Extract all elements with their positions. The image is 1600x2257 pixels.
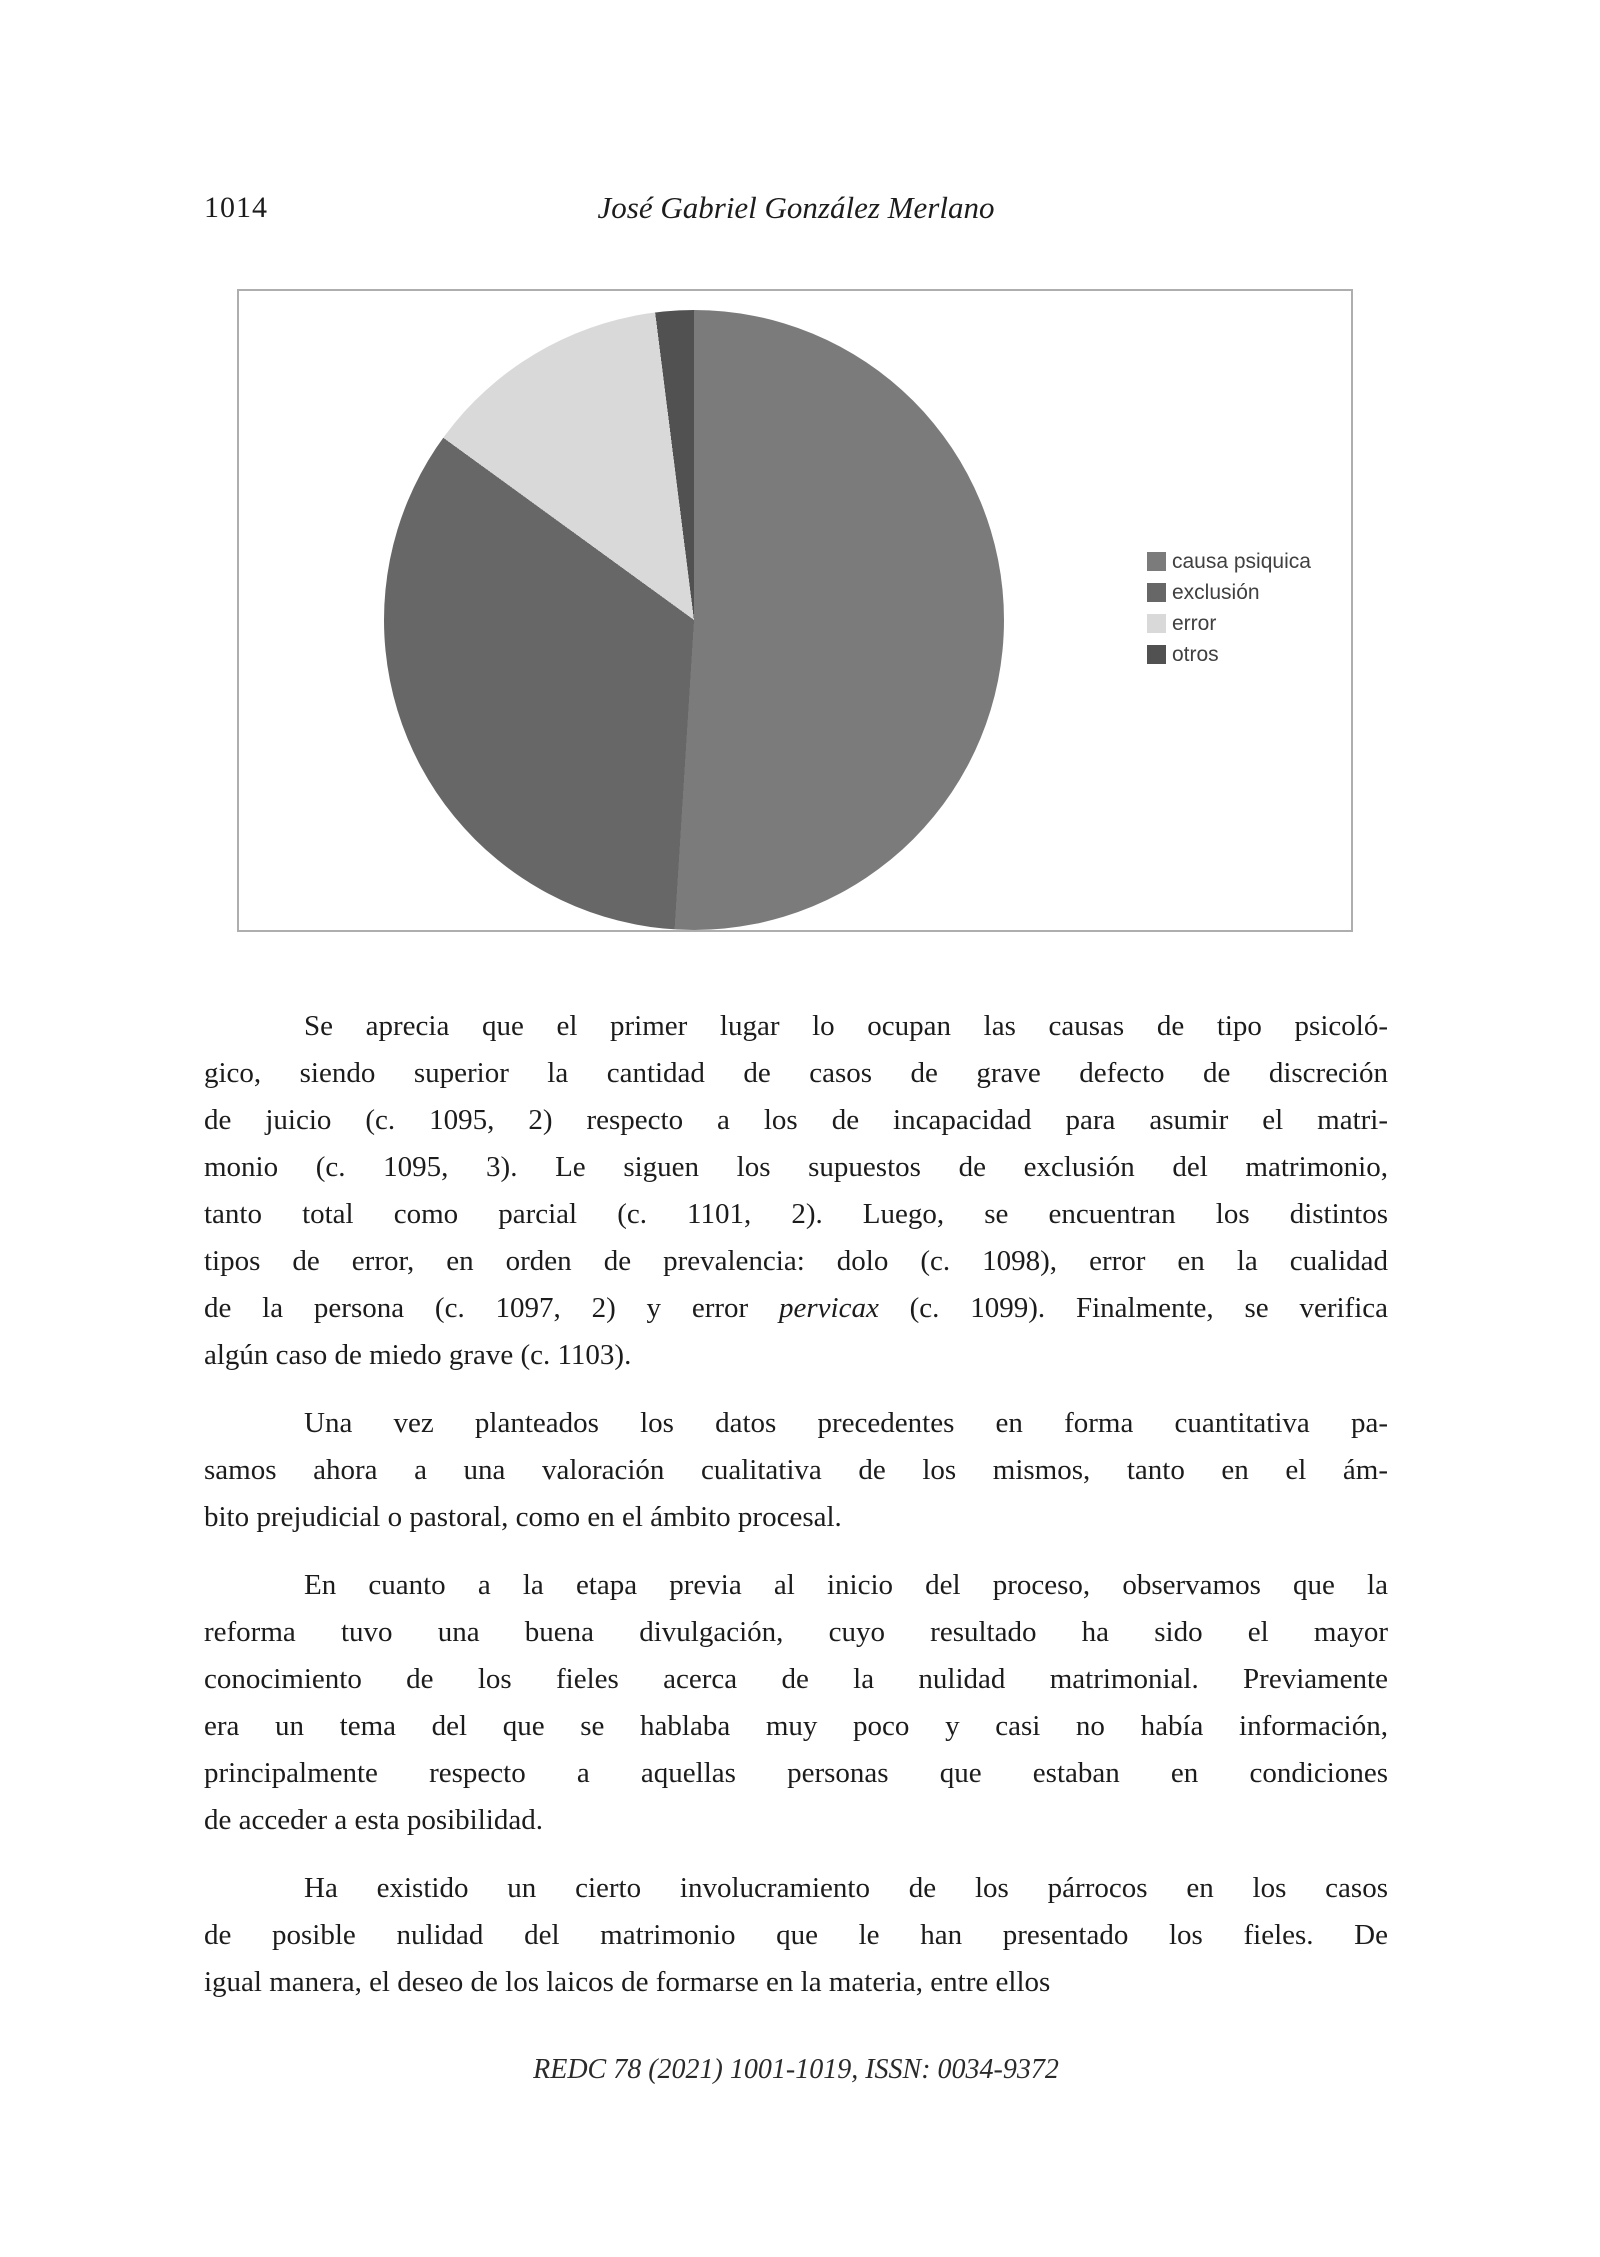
text-line: Una vez planteados los datos precedentes en forma cuantitativa pa- bbox=[304, 1407, 1388, 1439]
text-line: Se aprecia que el primer lugar lo ocupan las causas de tipo psicoló- bbox=[304, 1010, 1388, 1042]
legend-item bbox=[1147, 546, 1311, 577]
paragraph bbox=[204, 1865, 1388, 2006]
paragraph bbox=[204, 1562, 1388, 1844]
text-line: tanto total como parcial (c. 1101, 2). Luego, se encuentran los distintos bbox=[204, 1198, 1388, 1230]
journal-footer: REDC 78 (2021) 1001-1019, ISSN: 0034-9372 bbox=[533, 2054, 1059, 2085]
pie-chart bbox=[384, 310, 1004, 930]
text-line: igual manera, el deseo de los laicos de formarse en la materia, entre ellos bbox=[204, 1966, 1051, 1998]
paragraph bbox=[204, 1400, 1388, 1541]
legend-swatch-icon bbox=[1147, 552, 1166, 571]
body-text bbox=[204, 1003, 1388, 2027]
page-number: 1014 bbox=[204, 191, 268, 224]
text-line: de juicio (c. 1095, 2) respecto a los de incapacidad para asumir el matri- bbox=[204, 1104, 1388, 1136]
chart-frame bbox=[237, 289, 1353, 932]
text-line: samos ahora a una valoración cualitativa de los mismos, tanto en el ám- bbox=[204, 1454, 1388, 1486]
page-header bbox=[204, 185, 1388, 231]
text-line: reforma tuvo una buena divulgación, cuyo resultado ha sido el mayor bbox=[204, 1616, 1388, 1648]
paragraph bbox=[204, 1003, 1388, 1379]
text-line: de acceder a esta posibilidad. bbox=[204, 1804, 543, 1836]
legend-swatch-icon bbox=[1147, 645, 1166, 664]
text-line: de la persona (c. 1097, 2) y error pervicax (c. 1099). Finalmente, se verifica bbox=[204, 1292, 1389, 1324]
legend-item bbox=[1147, 639, 1311, 670]
text-line: En cuanto a la etapa previa al inicio del proceso, observamos que la bbox=[304, 1569, 1388, 1601]
text-line: de posible nulidad del matrimonio que le han presentado los fieles. De bbox=[204, 1919, 1388, 1951]
chart-legend bbox=[1147, 546, 1311, 670]
author-name: José Gabriel González Merlano bbox=[597, 190, 995, 225]
legend-item bbox=[1147, 577, 1311, 608]
text-line: principalmente respecto a aquellas personas que estaban en condiciones bbox=[204, 1757, 1388, 1789]
text-line: algún caso de miedo grave (c. 1103). bbox=[204, 1339, 632, 1371]
legend-label: error bbox=[1172, 611, 1217, 635]
legend-label: otros bbox=[1172, 642, 1219, 666]
text-line: era un tema del que se hablaba muy poco y casi no había información, bbox=[204, 1710, 1388, 1742]
text-line: Ha existido un cierto involucramiento de los párrocos en los casos bbox=[304, 1872, 1388, 1904]
legend-label: exclusión bbox=[1172, 580, 1260, 604]
text-line: bito prejudicial o pastoral, como en el ámbito procesal. bbox=[204, 1501, 842, 1533]
text-line: tipos de error, en orden de prevalencia: dolo (c. 1098), error en la cualidad bbox=[204, 1245, 1388, 1277]
text-line: gico, siendo superior la cantidad de casos de grave defecto de discreción bbox=[204, 1057, 1388, 1089]
text-line: conocimiento de los fieles acerca de la nulidad matrimonial. Previamente bbox=[204, 1663, 1388, 1695]
legend-item bbox=[1147, 608, 1311, 639]
text-line: monio (c. 1095, 3). Le siguen los supuestos de exclusión del matrimonio, bbox=[204, 1151, 1388, 1183]
legend-swatch-icon bbox=[1147, 583, 1166, 602]
legend-swatch-icon bbox=[1147, 614, 1166, 633]
legend-label: causa psiquica bbox=[1172, 549, 1311, 573]
